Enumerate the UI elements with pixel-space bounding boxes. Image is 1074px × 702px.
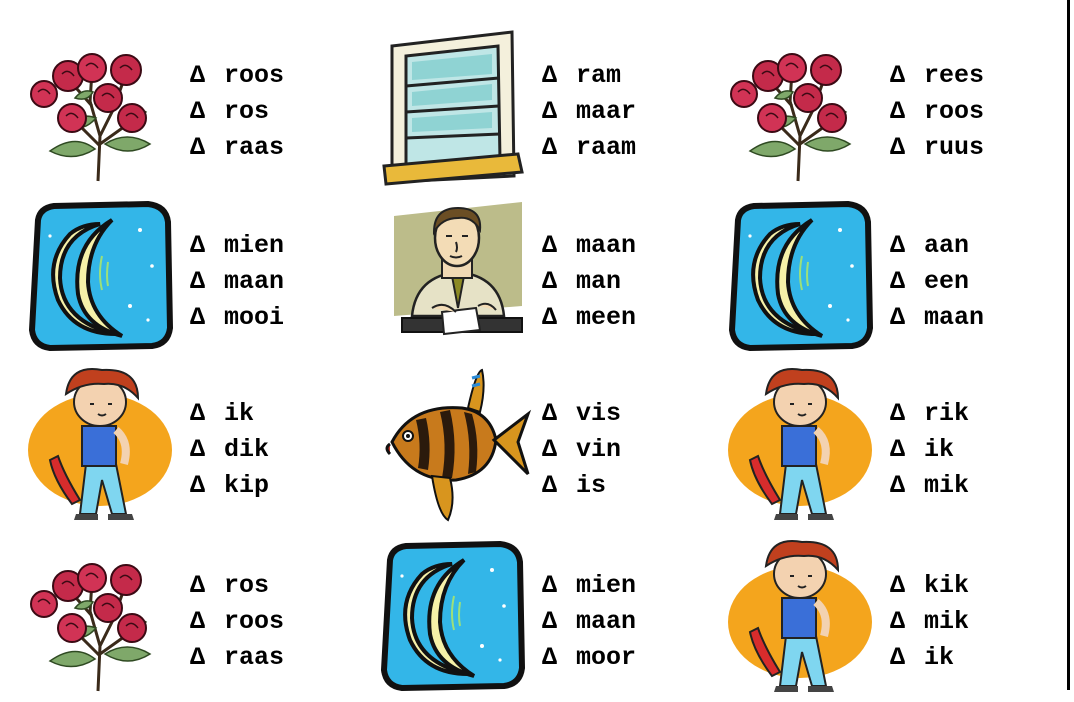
triangle-icon: Δ	[190, 97, 206, 126]
triangle-icon: Δ	[890, 97, 906, 126]
triangle-icon: Δ	[890, 399, 906, 428]
triangle-icon: Δ	[542, 133, 558, 162]
answer-option[interactable]: Δ mooi	[190, 300, 284, 336]
triangle-icon: Δ	[890, 643, 906, 672]
answer-option[interactable]: Δ vis	[542, 396, 621, 432]
answer-option[interactable]: Δ is	[542, 468, 621, 504]
answer-option[interactable]: Δ ros	[190, 94, 284, 130]
answer-option[interactable]: Δ moor	[542, 640, 636, 676]
triangle-icon: Δ	[890, 435, 906, 464]
answer-option[interactable]: Δ een	[890, 264, 984, 300]
triangle-icon: Δ	[542, 267, 558, 296]
roses-picture	[20, 26, 180, 186]
moon-picture	[720, 196, 880, 356]
triangle-icon: Δ	[890, 231, 906, 260]
answer-option[interactable]: Δ raas	[190, 640, 284, 676]
answer-option[interactable]: Δ meen	[542, 300, 636, 336]
exercise-item-moon	[372, 536, 707, 696]
triangle-icon: Δ	[890, 471, 906, 500]
window-picture	[372, 26, 532, 186]
exercise-item-moon	[20, 196, 355, 356]
answer-option[interactable]: Δ aan	[890, 228, 984, 264]
roses-picture	[720, 26, 880, 186]
exercise-item-fish	[372, 364, 707, 524]
answer-option[interactable]: Δ ik	[190, 396, 269, 432]
answer-option[interactable]: Δ rees	[890, 58, 984, 94]
answer-option[interactable]: Δ raas	[190, 130, 284, 166]
triangle-icon: Δ	[190, 571, 206, 600]
triangle-icon: Δ	[542, 607, 558, 636]
answer-option[interactable]: Δ roos	[890, 94, 984, 130]
answer-option[interactable]: Δ ram	[542, 58, 636, 94]
triangle-icon: Δ	[890, 607, 906, 636]
answer-option[interactable]: Δ dik	[190, 432, 269, 468]
answer-option[interactable]: Δ maan	[542, 228, 636, 264]
answer-option[interactable]: Δ mik	[890, 604, 969, 640]
answer-option[interactable]: Δ man	[542, 264, 636, 300]
answer-option[interactable]: Δ maan	[890, 300, 984, 336]
exercise-item-boy	[720, 364, 1055, 524]
triangle-icon: Δ	[542, 435, 558, 464]
triangle-icon: Δ	[542, 303, 558, 332]
triangle-icon: Δ	[190, 61, 206, 90]
answer-option[interactable]: Δ mien	[190, 228, 284, 264]
triangle-icon: Δ	[542, 471, 558, 500]
triangle-icon: Δ	[890, 267, 906, 296]
boy-picture	[720, 364, 880, 524]
boy-picture	[720, 536, 880, 696]
triangle-icon: Δ	[542, 61, 558, 90]
triangle-icon: Δ	[190, 607, 206, 636]
answer-option[interactable]: Δ rik	[890, 396, 969, 432]
triangle-icon: Δ	[890, 61, 906, 90]
triangle-icon: Δ	[190, 643, 206, 672]
moon-picture	[372, 536, 532, 696]
fish-picture	[372, 364, 532, 524]
triangle-icon: Δ	[542, 399, 558, 428]
moon-picture	[20, 196, 180, 356]
exercise-item-boy	[720, 536, 1055, 696]
answer-option[interactable]: Δ ruus	[890, 130, 984, 166]
triangle-icon: Δ	[542, 97, 558, 126]
man-picture	[372, 196, 532, 356]
answer-option[interactable]: Δ vin	[542, 432, 621, 468]
triangle-icon: Δ	[190, 267, 206, 296]
answer-option[interactable]: Δ maar	[542, 94, 636, 130]
exercise-item-man	[372, 196, 707, 356]
answer-option[interactable]: Δ mien	[542, 568, 636, 604]
triangle-icon: Δ	[890, 571, 906, 600]
answer-option[interactable]: Δ roos	[190, 58, 284, 94]
answer-option[interactable]: Δ maan	[542, 604, 636, 640]
triangle-icon: Δ	[542, 643, 558, 672]
triangle-icon: Δ	[190, 303, 206, 332]
triangle-icon: Δ	[190, 399, 206, 428]
answer-option[interactable]: Δ kik	[890, 568, 969, 604]
exercise-item-window	[372, 26, 707, 186]
exercise-item-roses	[20, 536, 355, 696]
exercise-item-moon	[720, 196, 1055, 356]
triangle-icon: Δ	[190, 435, 206, 464]
exercise-item-roses	[720, 26, 1055, 186]
exercise-item-roses	[20, 26, 355, 186]
triangle-icon: Δ	[890, 133, 906, 162]
answer-option[interactable]: Δ kip	[190, 468, 269, 504]
answer-option[interactable]: Δ roos	[190, 604, 284, 640]
roses-picture	[20, 536, 180, 696]
triangle-icon: Δ	[190, 231, 206, 260]
triangle-icon: Δ	[542, 571, 558, 600]
page-border-line	[1067, 0, 1070, 690]
exercise-item-boy	[20, 364, 355, 524]
answer-option[interactable]: Δ ik	[890, 640, 969, 676]
answer-option[interactable]: Δ raam	[542, 130, 636, 166]
answer-option[interactable]: Δ maan	[190, 264, 284, 300]
triangle-icon: Δ	[542, 231, 558, 260]
triangle-icon: Δ	[190, 133, 206, 162]
answer-option[interactable]: Δ ros	[190, 568, 284, 604]
answer-option[interactable]: Δ ik	[890, 432, 969, 468]
answer-option[interactable]: Δ mik	[890, 468, 969, 504]
triangle-icon: Δ	[190, 471, 206, 500]
boy-picture	[20, 364, 180, 524]
triangle-icon: Δ	[890, 303, 906, 332]
